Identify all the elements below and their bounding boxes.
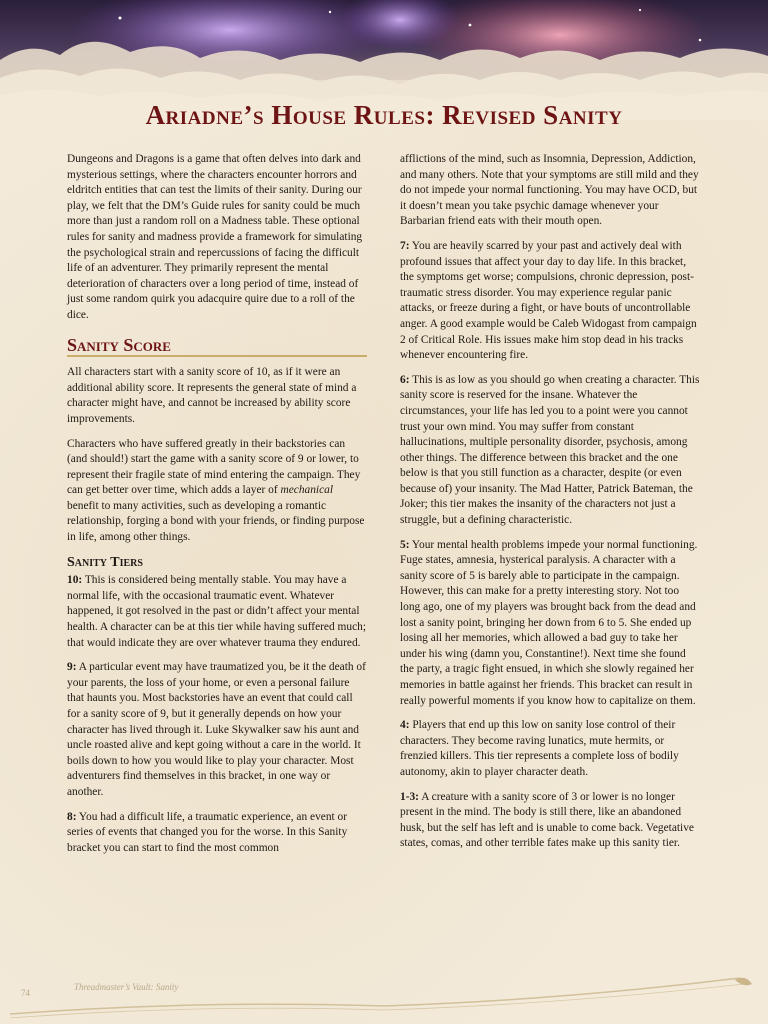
tier-number: 10: [67, 574, 83, 587]
page-footer [0, 970, 768, 1024]
tier-text: A creature with a sanity score of 3 or lower is no longer present in the mind. The body is still there, like an abandoned husk, but the self has left and is unable to come back. Vegetative states, comas, and other terrible fates make up this sanity tier. [400, 790, 694, 850]
sanity-score-p2-emphasis: mechanical [280, 484, 334, 497]
tier-paragraph [67, 573, 367, 651]
sanity-score-heading: Sanity Score [67, 338, 367, 358]
tier-number: 7: [400, 239, 410, 252]
tier-paragraph [400, 239, 700, 364]
tier-text: A particular event may have traumatized you, be it the death of your parents, the loss of your home, or even a personal failure that haunts you. Most backstories have an event that could call for a sanity score of 9, but it generally depends on how your character has lived through it. Luke Skywalker saw his aunt and uncle roasted alive and kept going without a care in the world. It boils down to how you would like to play your character. Most adventurers find themselves in this bracket, in one way or another. [67, 661, 366, 798]
tier-text: You are heavily scarred by your past and actively deal with profound issues that affect your day to day life. In this bracket, the symptoms get worse; compulsions, chronic depression, post-traumatic stress disorder. You may experience regular panic attacks, or freeze during a fight, or have bouts of uncontrollable anger. A good example would be Caleb Widogast from campaign 2 of Critical Role. His issues make him stop dead in his tracks whenever encountering fire. [400, 239, 697, 362]
tier-paragraph [400, 373, 700, 529]
sanity-tiers-heading: Sanity Tiers [67, 554, 143, 570]
sanity-score-p2-before: Characters who have suffered greatly in their backstories can (and should!) start the game with a sanity score of 9 or lower, to represent their fragile state of mind entering the campaign. They can get better over time, which adds a layer of [67, 437, 361, 497]
tier-text: You had a difficult life, a traumatic experience, an event or series of events that changed you for the worse. In this Sanity bracket you can start to find the most common [67, 810, 348, 854]
page-title: Ariadne’s House Rules: Revised Sanity [145, 100, 623, 130]
page-number: 74 [21, 988, 30, 998]
tier-number: 4: [400, 719, 410, 732]
sanity-score-paragraph-2 [67, 437, 367, 546]
sanity-score-p2-after: benefit to many activities, such as developing a romantic relationship, forging a bond with your friends, or finding purpose in life, among other things. [67, 499, 365, 544]
tier-number: 9: [67, 661, 77, 674]
sanity-score-paragraph-1: All characters start with a sanity score of 10, as if it were an additional ability score. It represents the general state of mind a character might have, and cannot be increased by ability score improvements. [67, 366, 357, 425]
footer-ornament [0, 970, 768, 1024]
continuation-paragraph: afflictions of the mind, such as Insomnia, Depression, Addiction, and many others. Note that your symptoms are still mild and they do not impede your normal functioning. You may have OCD, but it doesn’t mean you take psychic damage whenever your Barbarian friend eats with their mouth open. [400, 153, 699, 228]
tier-paragraph [400, 790, 700, 852]
tier-paragraph [400, 538, 700, 710]
tier-text: This is considered being mentally stable. You may have a normal life, with the occasional traumatic event. Whatever happened, it got resolved in the past or didn’t affect your mental health. A character can be at this tier while having suffered much; that would indicate they are over whatever trauma they endured. [67, 574, 366, 649]
footer-title: Threadmaster’s Vault: Sanity [74, 982, 179, 992]
tier-number: 6: [400, 373, 410, 386]
tier-text: This is as low as you should go when creating a character. This sanity score is reserved for the insane. Whatever the circumstances, your life has led you to a point were you cannot trust your own mind. You may suffer from constant hallucinations, multiple personality disorder, psychosis, among other things. The difference between this bracket and the one below is that you still function as a character, despite (or even because of) your insanity. The Mad Hatter, Patrick Bateman, the Joker; this tier makes the insanity of the characters not just a struggle, but a defining characteristic. [400, 373, 700, 527]
tier-paragraph [67, 810, 367, 857]
tier-text: Your mental health problems impede your normal functioning. Fuge states, amnesia, hysterical paralysis. A character with a sanity score of 5 is barely able to participate in the campaign. However, this can make for a pretty interesting story. Not too long ago, one of my players was brought back from the dead and lost a sanity point, bringing her down from 6 to 5. She ended up losing all her memories, which allowed a bad guy to take her under his wing (damn you, Constantine!). Next time she found the party, a tragic fight ensued, in which she slowly regained her memories in battle against her friends. This bracket can result in really powerful moments if you know how to capitalize on them. [400, 538, 698, 707]
right-column [400, 152, 700, 861]
left-column [67, 152, 367, 865]
tier-paragraph [400, 718, 700, 780]
tier-text: Players that end up this low on sanity lose control of their characters. They become raving lunatics, mute hermits, or frenzied killers. This tier represents a complete loss of bodily autonomy, akin to player character death. [400, 719, 679, 778]
tier-paragraph [67, 660, 367, 800]
intro-paragraph: Dungeons and Dragons is a game that often delves into dark and mysterious settings, where the characters encounter horrors and eldritch entities that can test the limits of their sanity. During our play, we felt that the DM’s Guide rules for sanity could be much more than just a random roll on a Madness table. These optional rules for sanity and madness provide a framework for simulating the psychological strain and repercussions of facing the difficult life of an adventurer. They primarily represent the mental deterioration of characters over a long period of time, instead of just some random quirk you adacquire quire due to a roll of the dice. [67, 153, 363, 321]
tier-number: 5: [400, 538, 410, 551]
tier-number: 1-3: [400, 790, 419, 803]
tier-number: 8: [67, 810, 77, 823]
